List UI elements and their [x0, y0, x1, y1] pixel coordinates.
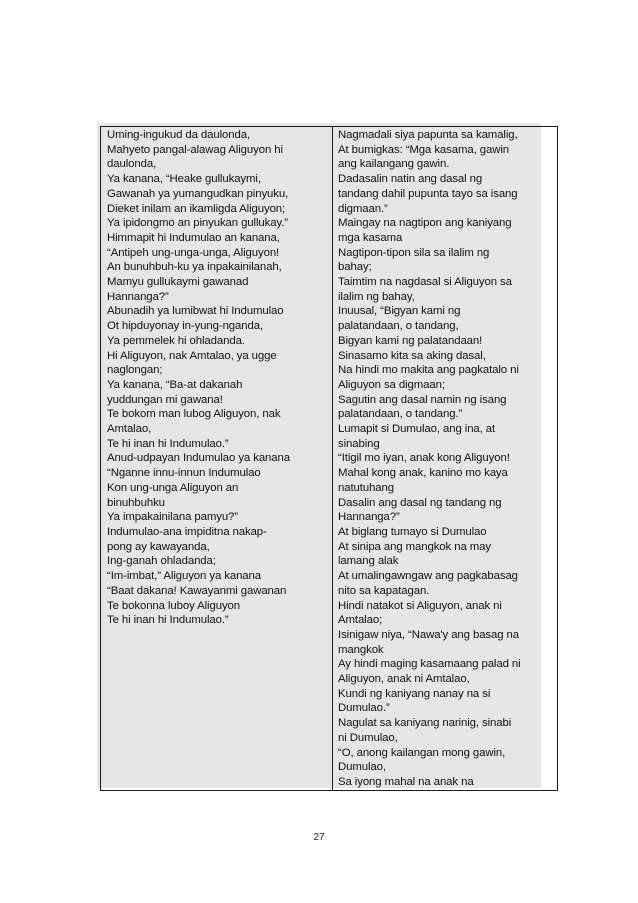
poem-line: mga kasama: [338, 231, 403, 244]
poem-line: palatandaan, o tandang,: [338, 320, 459, 333]
poem-line: Isinigaw niya, “Nawa'y ang basag na: [338, 628, 520, 641]
poem-line: At sinipa ang mangkok na may: [338, 540, 491, 553]
poem-line: “Antipeh ung-unga-unga, Aliguyon!: [107, 246, 280, 259]
poem-line: Gawanah ya yumangudkan pinyuku,: [107, 187, 289, 200]
poem-line: Maingay na nagtipon ang kaniyang: [338, 217, 512, 230]
poem-line: naglongan;: [107, 364, 163, 377]
poem-line: Sinasamo kita sa aking dasal,: [338, 349, 486, 362]
poem-table-frame: [97, 123, 541, 788]
poem-line: Himmapit hi Indumulao an kanana,: [107, 231, 280, 244]
poem-line: palatandaan, o tandang.”: [338, 408, 463, 421]
poem-line: Dumulao,: [338, 761, 386, 774]
poem-line: tandang dahil pupunta tayo sa isang: [338, 187, 518, 200]
poem-line: Sagutin ang dasal namin ng isang: [338, 393, 507, 406]
poem-line: “Im-imbat,” Aliguyon ya kanana: [107, 570, 262, 583]
poem-line: lamang alak: [338, 555, 399, 568]
poem-line: Mahal kong anak, kanino mo kaya: [338, 467, 508, 480]
poem-line: Lumapit si Dumulao, ang ina, at: [338, 423, 496, 436]
poem-line: Ya kanana, “Ba-at dakanah: [107, 378, 243, 391]
poem-line: Te bokonna luboy Aliguyon: [107, 599, 241, 612]
poem-line: daulonda,: [107, 158, 157, 171]
poem-line: Mahyeto pangal-alawag Aliguyon hi: [107, 143, 283, 156]
page-number: 27: [313, 832, 325, 843]
poem-line: Dasalin ang dasal ng tandang ng: [338, 496, 502, 509]
poem-table-row: [101, 127, 558, 791]
poem-line: “Baat dakana! Kawayanmi gawanan: [107, 584, 287, 597]
poem-line: digmaan.”: [338, 202, 388, 215]
poem-line: Nagtipon-tipon sila sa ilalim ng: [338, 246, 490, 259]
poem-line: Dieket inilam an ikamligda Aliguyon;: [107, 202, 286, 215]
poem-line: bahay;: [338, 261, 372, 274]
poem-line: At bumigkas: “Mga kasama, gawin: [338, 143, 509, 156]
poem-line: pong ay kawayanda,: [107, 540, 210, 553]
poem-line: binuhbuhku: [107, 496, 165, 509]
poem-line: Sa iyong mahal na anak na: [338, 775, 474, 788]
poem-line: Taimtim na nagdasal si Aliguyon sa: [338, 276, 512, 289]
poem-line: Nagulat sa kaniyang narinig, sinabi: [338, 717, 512, 730]
poem-line: Ya pemmelek hi ohladanda.: [107, 334, 245, 347]
poem-line: An bunuhbuh-ku ya inpakainilanah,: [107, 261, 282, 274]
poem-line: Hi Aliguyon, nak Amtalao, ya ugge: [107, 349, 277, 362]
poem-line: Ay hindi maging kasamaang palad ni: [338, 658, 521, 671]
poem-line: Ing-ganah ohladanda;: [107, 555, 216, 568]
poem-line: Abunadih ya lumibwat hi Indumulao: [107, 305, 284, 318]
poem-line: ilalim ng bahay,: [338, 290, 415, 303]
filipino-translation-column: [333, 127, 558, 791]
poem-line: Anud-udpayan Indumulao ya kanana: [107, 452, 290, 465]
poem-line: Hannanga?”: [107, 290, 169, 303]
poem-line: Uming-ingukud da daulonda,: [107, 129, 251, 141]
poem-line: ni Dumulao,: [338, 731, 398, 744]
poem-line: Hannanga?”: [338, 511, 400, 524]
poem-line: Hindi natakot si Aliguyon, anak ni: [338, 599, 502, 612]
poem-line: nito sa kapatagan.: [338, 584, 430, 597]
poem-line: Dadasalin natin ang dasal ng: [338, 173, 483, 186]
poem-line: Bigyan kami ng palatandaan!: [338, 334, 483, 347]
poem-table: [100, 126, 558, 791]
poem-line: At biglang tumayo si Dumulao: [338, 525, 487, 538]
poem-line: ang kailangang gawin.: [338, 158, 450, 171]
poem-line: sinabing: [338, 437, 380, 450]
poem-line: yuddungan mi gawana!: [107, 393, 223, 406]
poem-line: “Itigil mo iyan, anak kong Aliguyon!: [338, 452, 510, 465]
poem-line: Amtalao,: [107, 423, 152, 436]
poem-line: Ya impakainilana pamyu?”: [107, 511, 238, 524]
poem-line: Ot hipduyonay in-yung-nganda,: [107, 320, 264, 333]
poem-line: “Nganne innu-innun Indumulao: [107, 467, 261, 480]
poem-line: Aliguyon sa digmaan;: [338, 378, 445, 391]
ifugao-text-column: [101, 127, 333, 791]
poem-line: Te hi inan hi Indumulao.”: [107, 614, 229, 627]
poem-line: At umalingawngaw ang pagkabasag: [338, 570, 518, 583]
poem-line: Mamyu gullukaymi gawanad: [107, 276, 249, 289]
poem-line: Aliguyon, anak ni Amtalao,: [338, 673, 470, 686]
poem-line: Amtalao;: [338, 614, 383, 627]
poem-line: Ya ipidongmo an pinyukan gullukay.”: [107, 217, 288, 230]
poem-line: “O, anong kailangan mong gawin,: [338, 746, 506, 759]
poem-line: mangkok: [338, 643, 384, 656]
poem-line: natutuhang: [338, 481, 395, 494]
poem-line: Indumulao-ana impiditna nakap-: [107, 525, 267, 538]
poem-line: Dumulao.”: [338, 702, 390, 715]
poem-line: Na hindi mo makita ang pagkatalo ni: [338, 364, 519, 377]
poem-line: Nagmadali siya papunta sa kamalig,: [338, 129, 518, 141]
poem-line: Te bokom man lubog Aliguyon, nak: [107, 408, 281, 421]
poem-line: Te hi inan hi Indumulao.”: [107, 437, 229, 450]
poem-line: Kundi ng kaniyang nanay na si: [338, 687, 491, 700]
poem-line: Ya kanana, “Heake gullukaymi,: [107, 173, 261, 186]
poem-line: Kon ung-unga Aliguyon an: [107, 481, 239, 494]
poem-line: Inuusal, “Bigyan kami ng: [338, 305, 461, 318]
